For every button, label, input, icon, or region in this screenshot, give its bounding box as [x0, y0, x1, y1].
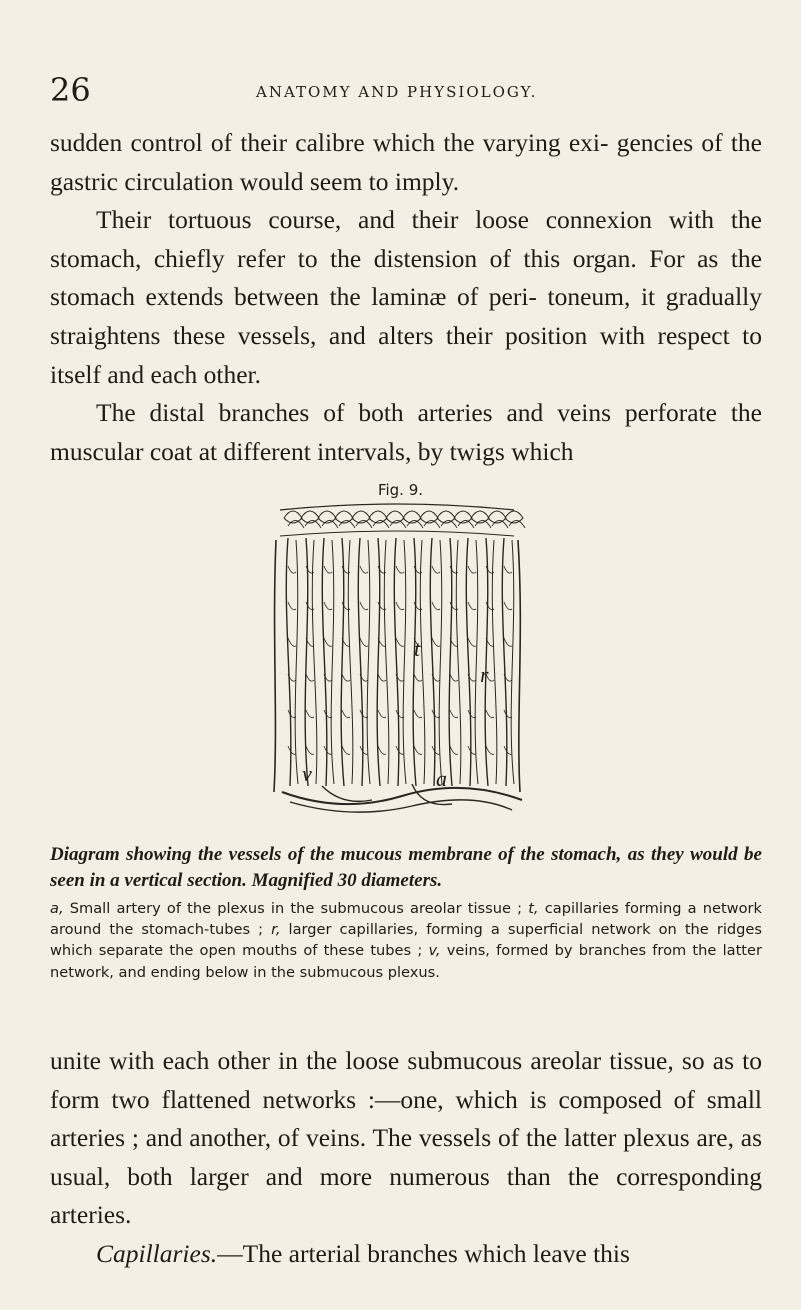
- body-text-bottom: [50, 1042, 762, 1274]
- capillary-line: [403, 540, 406, 784]
- section-heading-capillaries: Capillaries.: [96, 1238, 218, 1268]
- capillary-loop: [288, 520, 304, 528]
- paragraph: Their tortuous course, and their loose connexion with the stomach, chiefly refer to the distension of this organ. For as the stomach extends between the laminæ of peri- toneum, it gradually straightens these vessels, and alters their position with respect to itself and each other.: [50, 205, 762, 389]
- figure-label: Fig. 9.: [377, 481, 424, 499]
- capillary-mesh: [396, 602, 404, 610]
- figure-caption-body: [50, 898, 762, 983]
- capillary-line: [511, 540, 514, 784]
- superficial-network: [280, 531, 514, 536]
- capillary-mesh: [360, 566, 368, 573]
- capillary-loop: [509, 520, 525, 528]
- capillary-loop: [305, 520, 321, 528]
- capillary-mesh: [468, 746, 476, 754]
- capillary-mesh: [342, 746, 350, 754]
- capillary-line: [295, 540, 298, 784]
- artery-branch: [322, 786, 372, 801]
- capillary-mesh: [324, 566, 332, 573]
- capillary-mesh: [432, 638, 440, 646]
- vein-line: [502, 538, 507, 786]
- capillary-mesh: [432, 746, 440, 754]
- figure-letter-a: a: [436, 766, 447, 791]
- capillary-mesh: [414, 674, 422, 681]
- capillary-mesh: [288, 602, 296, 610]
- capillary-line: [420, 540, 425, 784]
- capillary-line: [348, 540, 353, 784]
- paragraph-text: —The arterial branches which leave this: [217, 1238, 630, 1268]
- capillary-mesh: [450, 710, 458, 718]
- capillary-mesh: [450, 674, 458, 681]
- vein-line: [394, 538, 399, 786]
- vein-line: [358, 538, 363, 786]
- vein-line: [466, 538, 471, 786]
- capillary-mesh: [360, 602, 368, 610]
- capillary-loop: [441, 520, 457, 528]
- capillary-line: [367, 540, 370, 784]
- vein-line: [286, 538, 291, 786]
- capillary-mesh: [360, 638, 368, 646]
- caption-text-r: larger capillaries, forming a superficial network on the ridges which separate the open mouths of these tubes ;: [50, 921, 762, 960]
- figure-letter-r: r: [480, 662, 489, 687]
- capillary-mesh: [342, 674, 350, 681]
- tissue-boundary: [518, 540, 520, 792]
- capillary-mesh: [396, 638, 404, 646]
- capillary-mesh: [432, 602, 440, 610]
- capillary-mesh: [342, 710, 350, 718]
- capillary-line: [331, 540, 334, 784]
- capillary-line: [312, 540, 317, 784]
- capillary-mesh: [378, 746, 386, 754]
- capillary-mesh: [468, 602, 476, 610]
- capillary-line: [439, 540, 442, 784]
- caption-text-t: capillaries forming a network around the stomach-tubes ;: [50, 900, 762, 939]
- capillary-mesh: [504, 566, 512, 573]
- caption-label-r: r,: [271, 921, 281, 939]
- figure-letter-v: v: [302, 761, 312, 786]
- caption-label-a: a,: [50, 900, 64, 917]
- figure-caption-title: Diagram showing the vessels of the mucous membrane of the stomach, as they would be seen in a vertical section. Magnified 30 diameters.: [50, 844, 762, 891]
- capillary-mesh: [432, 566, 440, 573]
- capillary-loop: [458, 520, 474, 528]
- paragraph: unite with each other in the loose submucous areolar tissue, so as to form two flattened networks :—one, which is composed of small arteries ; and another, of veins. The vessels of the latter plexus are, as usual, both larger and more numerous than the corresponding arteries.: [50, 1046, 762, 1230]
- capillary-mesh: [504, 746, 512, 754]
- superficial-network: [280, 504, 514, 510]
- capillary-loop: [373, 520, 389, 528]
- capillary-mesh: [306, 746, 314, 754]
- figure-illustration: [262, 496, 532, 821]
- capillary-mesh: [378, 710, 386, 718]
- capillary-mesh: [324, 638, 332, 646]
- capillary-mesh: [468, 566, 476, 573]
- page-header: [0, 70, 801, 110]
- capillary-mesh: [504, 638, 512, 646]
- paragraph: The distal branches of both arteries and veins perforate the muscular coat at different intervals, by twigs which: [50, 398, 762, 466]
- capillary-loop: [390, 520, 406, 528]
- capillary-loop: [407, 520, 423, 528]
- capillary-mesh: [324, 746, 332, 754]
- capillary-loop: [322, 520, 338, 528]
- paragraph: [50, 1235, 762, 1274]
- figure-letter-t: t: [414, 636, 421, 661]
- capillary-line: [492, 540, 497, 784]
- caption-text-a: Small artery of the plexus in the submucous areolar tissue ;: [63, 900, 529, 917]
- capillary-mesh: [504, 602, 512, 610]
- capillary-mesh: [396, 746, 404, 754]
- capillary-mesh: [396, 566, 404, 573]
- capillary-loop: [339, 520, 355, 528]
- capillary-loop: [424, 520, 440, 528]
- capillary-mesh: [450, 746, 458, 754]
- capillary-mesh: [486, 710, 494, 718]
- capillary-loop: [356, 520, 372, 528]
- capillary-line: [384, 540, 389, 784]
- capillary-mesh: [360, 746, 368, 754]
- capillary-loop: [492, 520, 508, 528]
- capillary-mesh: [414, 746, 422, 754]
- capillary-mesh: [306, 674, 314, 681]
- page-number: 26: [50, 71, 91, 109]
- capillary-mesh: [306, 710, 314, 718]
- body-text-top: [50, 124, 762, 471]
- capillary-line: [456, 540, 461, 784]
- capillary-mesh: [468, 638, 476, 646]
- paragraph: sudden control of their calibre which the varying exi- gencies of the gastric circulation would seem to imply.: [50, 128, 762, 196]
- capillary-line: [475, 540, 478, 784]
- capillary-mesh: [288, 746, 296, 754]
- caption-label-v: v,: [428, 942, 441, 960]
- capillary-loop: [475, 520, 491, 528]
- tissue-boundary: [274, 540, 276, 792]
- caption-label-t: t,: [528, 900, 539, 917]
- capillary-mesh: [414, 710, 422, 718]
- running-head: ANATOMY AND PHYSIOLOGY.: [256, 83, 538, 101]
- capillary-mesh: [486, 746, 494, 754]
- vein-line: [322, 538, 327, 786]
- capillary-mesh: [288, 638, 296, 646]
- caption-text-v: veins, formed by branches from the latter network, and ending below in the submucous plexus.: [50, 942, 762, 981]
- vein-line: [430, 538, 435, 786]
- capillary-mesh: [324, 602, 332, 610]
- capillary-mesh: [378, 674, 386, 681]
- capillary-mesh: [288, 566, 296, 573]
